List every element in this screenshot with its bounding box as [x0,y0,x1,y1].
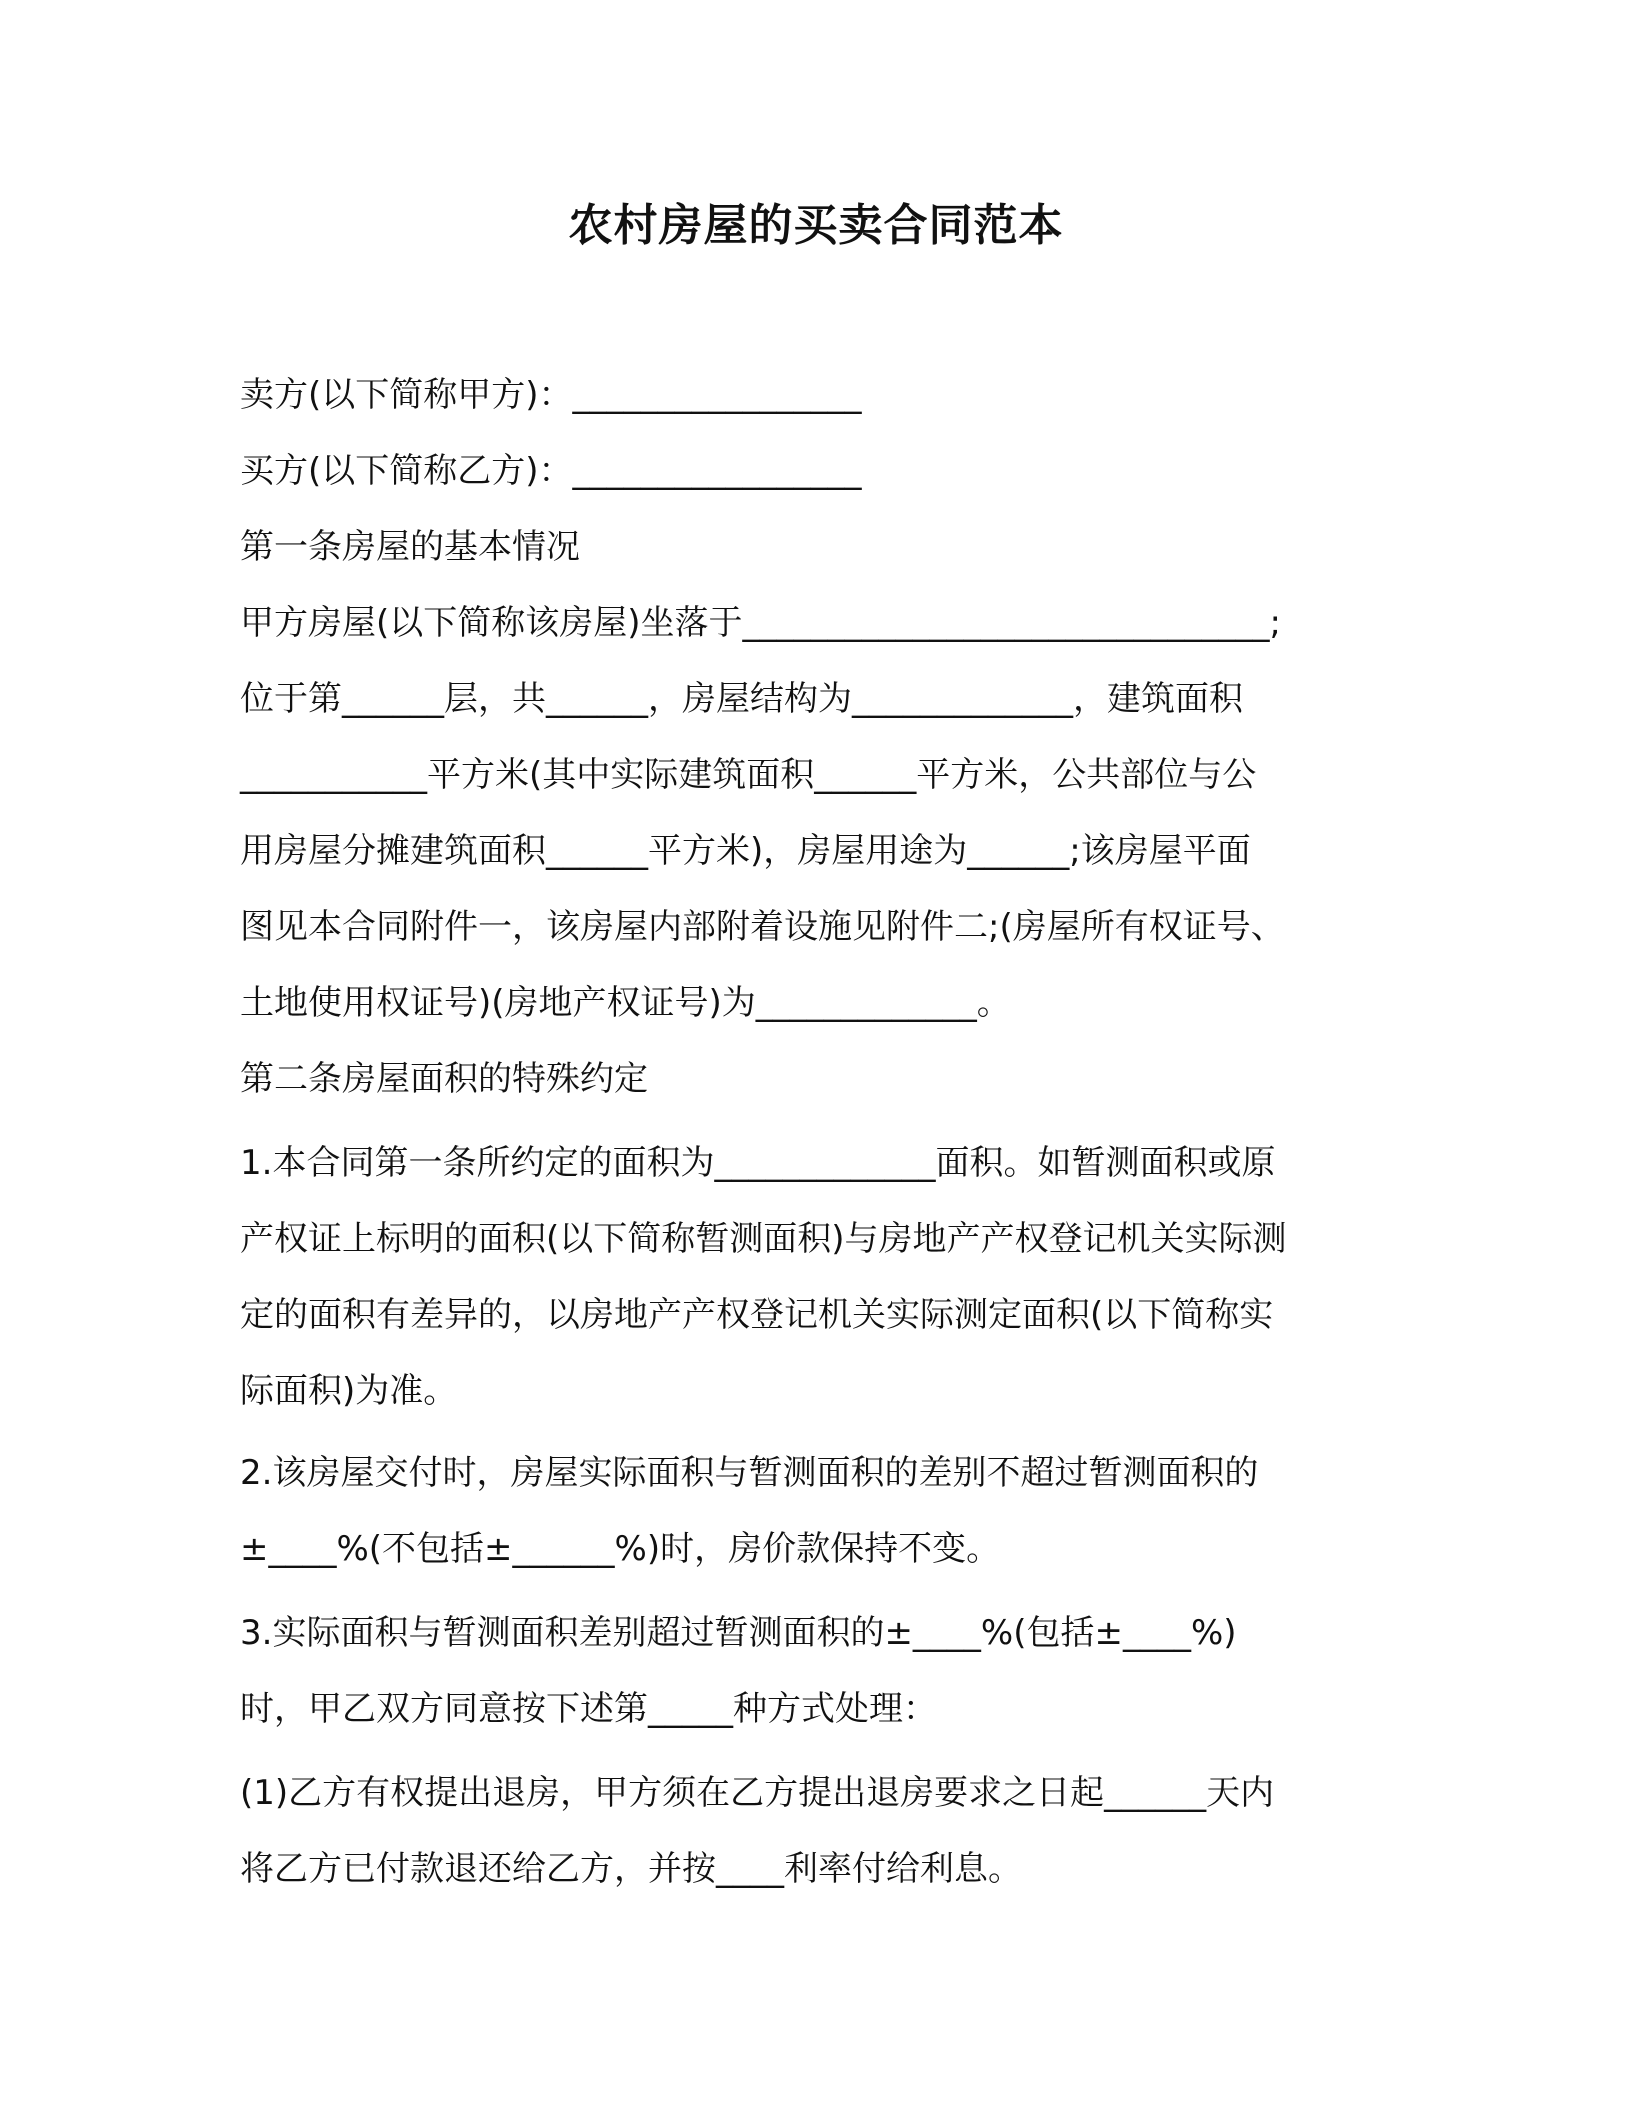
clause-1-line-2: 产权证上标明的面积(以下简称暂测面积)与房地产产权登记机关实际测 [240,1219,1287,1259]
article-1-text-line-4: 用房屋分摊建筑面积______平方米)，房屋用途为______;该房屋平面 [240,831,1251,871]
clause-2-line-2: ±____%(不包括±______%)时，房价款保持不变。 [240,1529,1001,1569]
article-1-text-line-1: 甲方房屋(以下简称该房屋)坐落于_______________________________; [240,603,1281,643]
article-1-text-line-5: 图见本合同附件一，该房屋内部附着设施见附件二;(房屋所有权证号、 [240,907,1285,947]
clause-1-line-4: 际面积)为准。 [240,1371,458,1411]
article-1-text-line-2: 位于第______层，共______，房屋结构为_____________，建筑面积 [240,679,1243,719]
clause-3-line-2: 时，甲乙双方同意按下述第_____种方式处理： [240,1689,937,1729]
article-1-text-line-6: 土地使用权证号)(房地产权证号)为_____________。 [240,983,1011,1023]
clause-3-option-1-line-2: 将乙方已付款退还给乙方，并按____利率付给利息。 [240,1849,1022,1889]
article-1-text-line-3: ___________平方米(其中实际建筑面积______平方米，公共部位与公 [240,755,1257,795]
article-2-heading: 第二条房屋面积的特殊约定 [240,1059,648,1099]
seller-line: 卖方(以下简称甲方)：_________________ [240,375,862,415]
article-1-heading: 第一条房屋的基本情况 [240,527,580,567]
clause-1-line-3: 定的面积有差异的，以房地产产权登记机关实际测定面积(以下简称实 [240,1295,1274,1335]
clause-2-line-1: 2.该房屋交付时，房屋实际面积与暂测面积的差别不超过暂测面积的 [240,1453,1259,1493]
document-title: 农村房屋的买卖合同范本 [568,200,1064,251]
clause-3-option-1-line-1: (1)乙方有权提出退房，甲方须在乙方提出退房要求之日起______天内 [240,1773,1275,1813]
clause-1-line-1: 1.本合同第一条所约定的面积为_____________面积。如暂测面积或原 [240,1143,1276,1183]
buyer-line: 买方(以下简称乙方)：_________________ [240,451,862,491]
clause-3-line-1: 3.实际面积与暂测面积差别超过暂测面积的±____%(包括±____%) [240,1613,1237,1653]
